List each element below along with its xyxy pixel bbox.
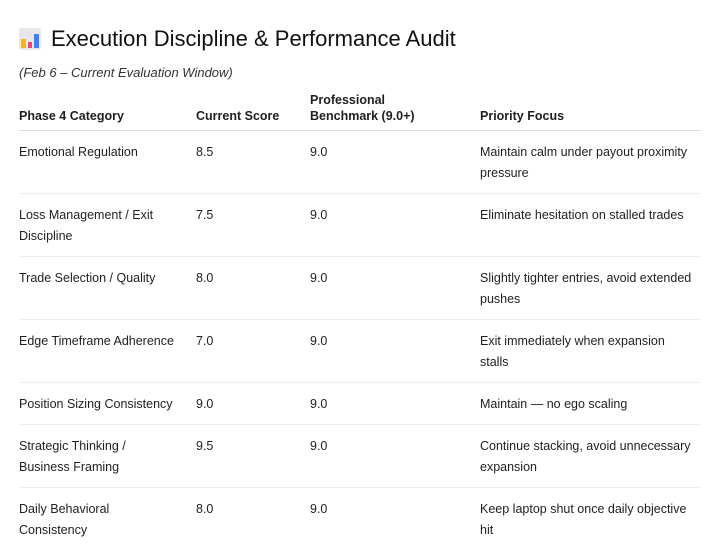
cell-category: Position Sizing Consistency — [19, 383, 196, 425]
audit-table — [19, 92, 701, 550]
title-text: Execution Discipline & Performance Audit — [51, 26, 456, 51]
col-header-score: Current Score — [196, 92, 310, 131]
cell-score: 7.0 — [196, 320, 310, 383]
cell-score: 7.5 — [196, 194, 310, 257]
cell-focus: Keep laptop shut once daily objective hit — [480, 502, 687, 537]
cell-focus: Eliminate hesitation on stalled trades — [480, 194, 701, 257]
cell-benchmark: 9.0 — [310, 320, 480, 383]
table-row — [19, 320, 701, 383]
cell-score: 9.5 — [196, 425, 310, 488]
cell-benchmark: 9.0 — [310, 257, 480, 320]
cell-benchmark: 9.0 — [310, 131, 480, 194]
table-row — [19, 425, 701, 488]
cell-score: 8.0 — [196, 502, 214, 516]
subtitle: (Feb 6 – Current Evaluation Window) — [19, 65, 233, 80]
cell-category: Strategic Thinking / Business Framing — [19, 425, 196, 488]
col-header-benchmark: Professional Benchmark (9.0+) — [310, 92, 480, 131]
cell-score: 9.0 — [196, 383, 310, 425]
cell-score: 8.5 — [196, 131, 310, 194]
cell-focus: Exit immediately when expansion stalls — [480, 320, 701, 383]
cell-focus: Slightly tighter entries, avoid extended pushes — [480, 257, 701, 320]
bar-chart-icon — [19, 28, 41, 50]
table-row — [19, 194, 701, 257]
table-row — [19, 257, 701, 320]
cell-focus: Maintain — no ego scaling — [480, 383, 701, 425]
cell-category: Daily Behavioral Consistency — [19, 502, 110, 537]
cell-benchmark: 9.0 — [310, 383, 480, 425]
cell-category: Edge Timeframe Adherence — [19, 320, 196, 383]
col-header-category: Phase 4 Category — [19, 92, 196, 131]
table-row — [19, 383, 701, 425]
table-row — [19, 488, 701, 551]
cell-benchmark: 9.0 — [310, 502, 328, 516]
cell-category: Loss Management / Exit Discipline — [19, 194, 196, 257]
col-header-focus: Priority Focus — [480, 92, 701, 131]
cell-focus: Continue stacking, avoid unnecessary expansion — [480, 425, 701, 488]
cell-benchmark: 9.0 — [310, 425, 480, 488]
table-header — [19, 92, 701, 131]
page-title — [19, 26, 456, 52]
cell-benchmark: 9.0 — [310, 194, 480, 257]
cell-category: Trade Selection / Quality — [19, 257, 196, 320]
cell-focus: Maintain calm under payout proximity pressure — [480, 131, 701, 194]
table-row — [19, 131, 701, 194]
cell-category: Emotional Regulation — [19, 131, 196, 194]
cell-score: 8.0 — [196, 257, 310, 320]
